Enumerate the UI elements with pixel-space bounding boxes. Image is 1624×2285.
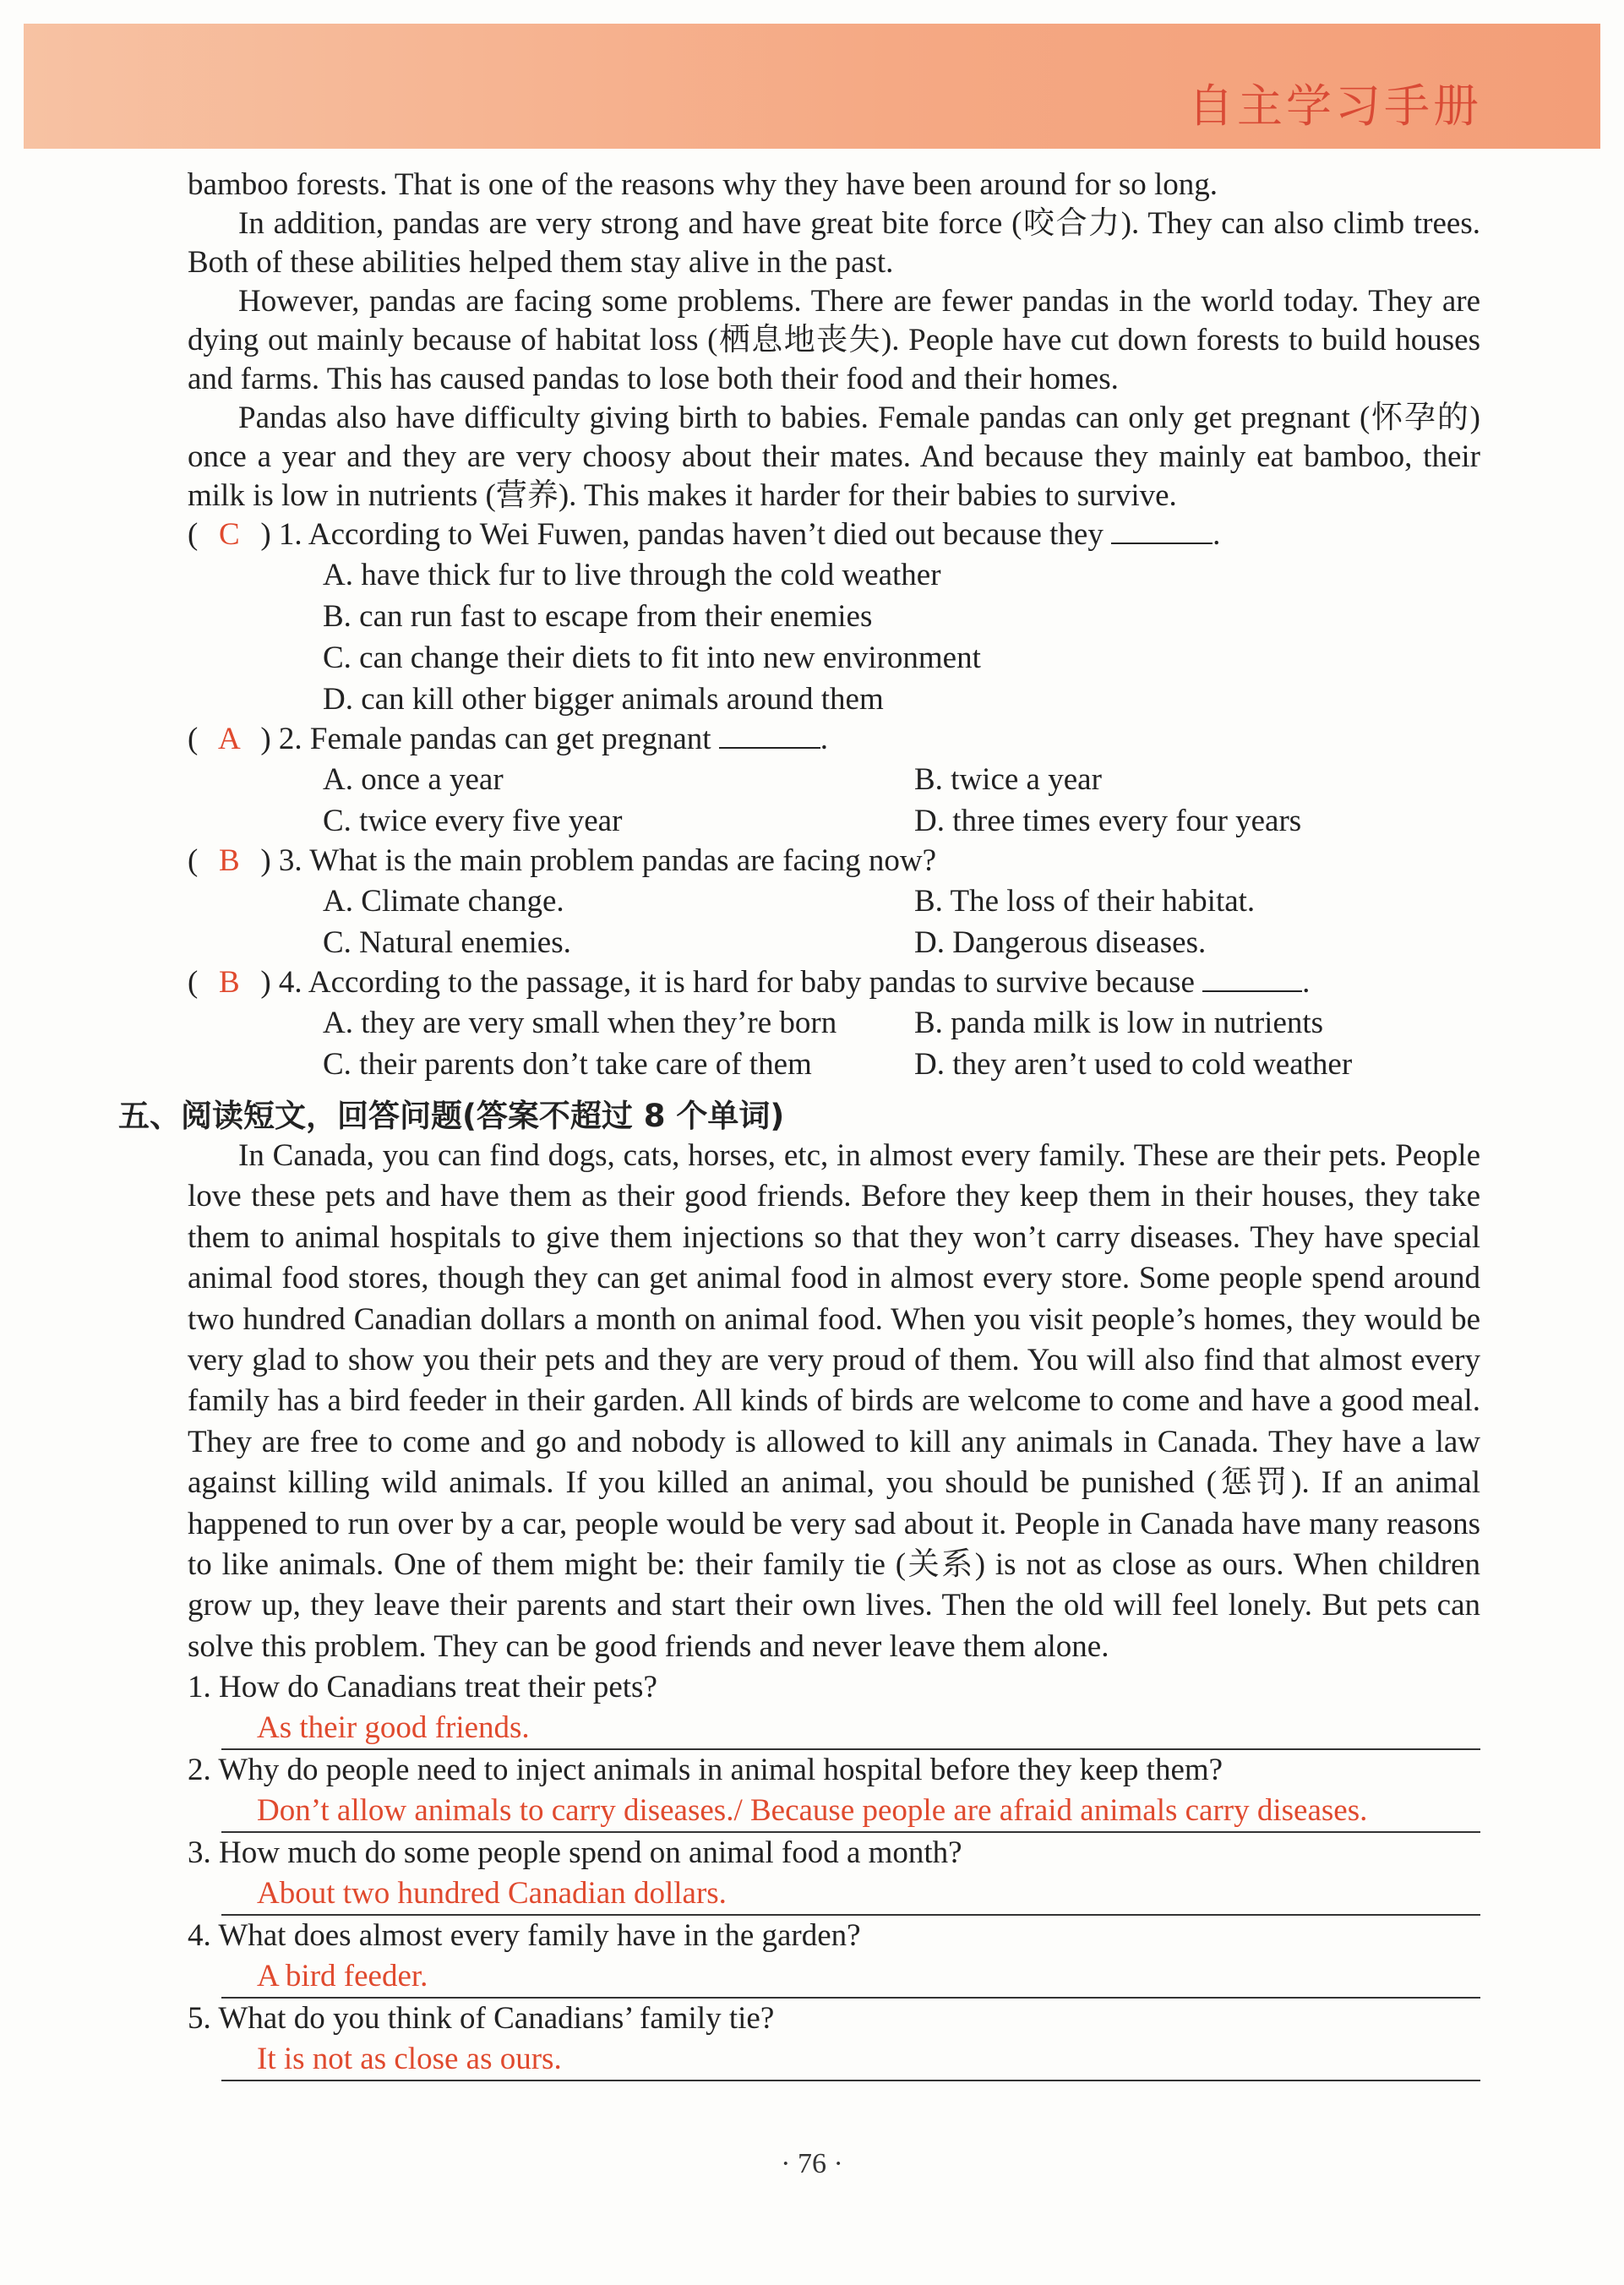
- passage-paragraph: bamboo forests. That is one of the reasons why they have been around for so long.: [188, 167, 1218, 202]
- paren-close: ): [260, 843, 271, 878]
- option: D. can kill other bigger animals around them: [323, 682, 884, 717]
- period: .: [820, 722, 829, 756]
- answer-blank: [1111, 517, 1213, 544]
- reading-section-5: [188, 1136, 1480, 2081]
- question-stem: 3. What is the main problem pandas are facing now?: [278, 843, 937, 878]
- option: D. three times every four years: [914, 804, 1302, 838]
- option: C. twice every five year: [323, 804, 623, 838]
- answer-blank: [1202, 965, 1302, 992]
- option: A. they are very small when they’re born: [323, 1006, 837, 1040]
- qa-item: [188, 1999, 1480, 2081]
- question-stem: 4. According to the passage, it is hard for baby pandas to survive because: [278, 965, 1195, 1000]
- paren-close: ): [260, 965, 271, 1000]
- page-number: · 76 ·: [781, 2148, 843, 2179]
- qa-answer-line: About two hundred Canadian dollars.: [221, 1873, 1480, 1916]
- answer-blank: [719, 722, 820, 749]
- section-5-title: 五、阅读短文，回答问题(答案不超过 8 个单词): [118, 1098, 785, 1134]
- passage-paragraph: In addition, pandas are very strong and have great bite force (咬合力). They can also climb trees. Both of these abilities helped them stay alive in the past.: [188, 206, 1480, 280]
- qa-question: 1. How do Canadians treat their pets?: [188, 1670, 657, 1705]
- option: C. can change their diets to fit into new environment: [323, 641, 981, 675]
- answer-mark: A: [217, 722, 241, 756]
- paren-open: (: [188, 722, 199, 756]
- paren-open: (: [188, 843, 199, 878]
- answer-mark: B: [218, 965, 240, 1000]
- passage-paragraph: However, pandas are facing some problems. There are fewer pandas in the world today. They are dying out mainly because of habitat loss (栖息地丧失). People have cut down forests to build houses and farms. This has caused pandas to lose both their food and their homes.: [188, 284, 1480, 396]
- qa-question: 4. What does almost every family have in the garden?: [188, 1918, 861, 1954]
- reading-section-4: [188, 166, 1480, 1085]
- question-3: [188, 842, 1480, 881]
- paren-open: (: [188, 965, 199, 1000]
- paren-open: (: [188, 517, 199, 552]
- passage-paragraph: Pandas also have difficulty giving birth to babies. Female pandas can only get pregnant (怀孕的) once a year and they are very choosy about their mates. And because they mainly eat bamboo, their milk is low in nutrients (营养). This makes it harder for their babies to survive.: [188, 401, 1480, 513]
- option: C. Natural enemies.: [323, 925, 571, 960]
- qa-item: [188, 1916, 1480, 1999]
- header-title: 自主学习手册: [1188, 79, 1482, 133]
- option: A. have thick fur to live through the cold weather: [323, 558, 941, 592]
- qa-item: [188, 1750, 1480, 1833]
- period: .: [1213, 517, 1221, 552]
- question-1: [188, 515, 1480, 554]
- question-4: [188, 963, 1480, 1002]
- option: C. their parents don’t take care of them: [323, 1047, 812, 1082]
- qa-answer-line: Don’t allow animals to carry diseases./ Because people are afraid animals carry diseases.: [221, 1791, 1480, 1833]
- qa-question: 3. How much do some people spend on animal food a month?: [188, 1835, 962, 1871]
- option: D. they aren’t used to cold weather: [914, 1047, 1353, 1082]
- option: B. can run fast to escape from their enemies: [323, 599, 873, 634]
- question-stem: 1. According to Wei Fuwen, pandas haven’t died out because they: [278, 517, 1104, 552]
- header-banner: [24, 24, 1600, 149]
- qa-question: 5. What do you think of Canadians’ family tie?: [188, 2001, 775, 2037]
- option: B. The loss of their habitat.: [914, 884, 1256, 919]
- period: .: [1302, 965, 1311, 1000]
- paren-close: ): [260, 722, 271, 756]
- option: B. panda milk is low in nutrients: [914, 1006, 1324, 1040]
- qa-item: [188, 1667, 1480, 1750]
- answer-mark: C: [218, 517, 240, 552]
- qa-answer-line: As their good friends.: [221, 1708, 1480, 1750]
- question-stem: 2. Female pandas can get pregnant: [278, 722, 711, 756]
- answer-mark: B: [218, 843, 240, 878]
- option: A. Climate change.: [323, 884, 564, 919]
- qa-answer-line: It is not as close as ours.: [221, 2039, 1480, 2081]
- qa-question: 2. Why do people need to inject animals in animal hospital before they keep them?: [188, 1753, 1223, 1788]
- paren-close: ): [260, 517, 271, 552]
- qa-answer-line: A bird feeder.: [221, 1956, 1480, 1999]
- option: D. Dangerous diseases.: [914, 925, 1207, 960]
- qa-item: [188, 1833, 1480, 1916]
- section-5-passage: In Canada, you can find dogs, cats, horses, etc, in almost every family. These are their pets. People love these pets and have them as their good friends. Before they keep them in their houses, they take them to animal hospitals to give them injections so that they won’t carry diseases. They have special animal food stores, though they can get animal food in almost every store. Some people spend around two hundred Canadian dollars a month on animal food. When you visit people’s homes, they would be very glad to show you their pets and they are very proud of them. You will also find that almost every family has a bird feeder in their garden. All kinds of birds are welcome to come and have a good meal. They are free to come and go and nobody is allowed to kill any animals in Canada. They have a law against killing wild animals. If you killed an animal, you should be punished (惩罚). If an animal happened to run over by a car, people would be very sad about it. People in Canada have many reasons to like animals. One of them might be: their family tie (关系) is not as close as ours. When children grow up, they leave their parents and start their own lives. Then the old will feel lonely. But pets can solve this problem. They can be good friends and never leave them alone.: [188, 1138, 1480, 1664]
- option: A. once a year: [323, 762, 504, 797]
- question-2: [188, 720, 1480, 759]
- option: B. twice a year: [914, 762, 1102, 797]
